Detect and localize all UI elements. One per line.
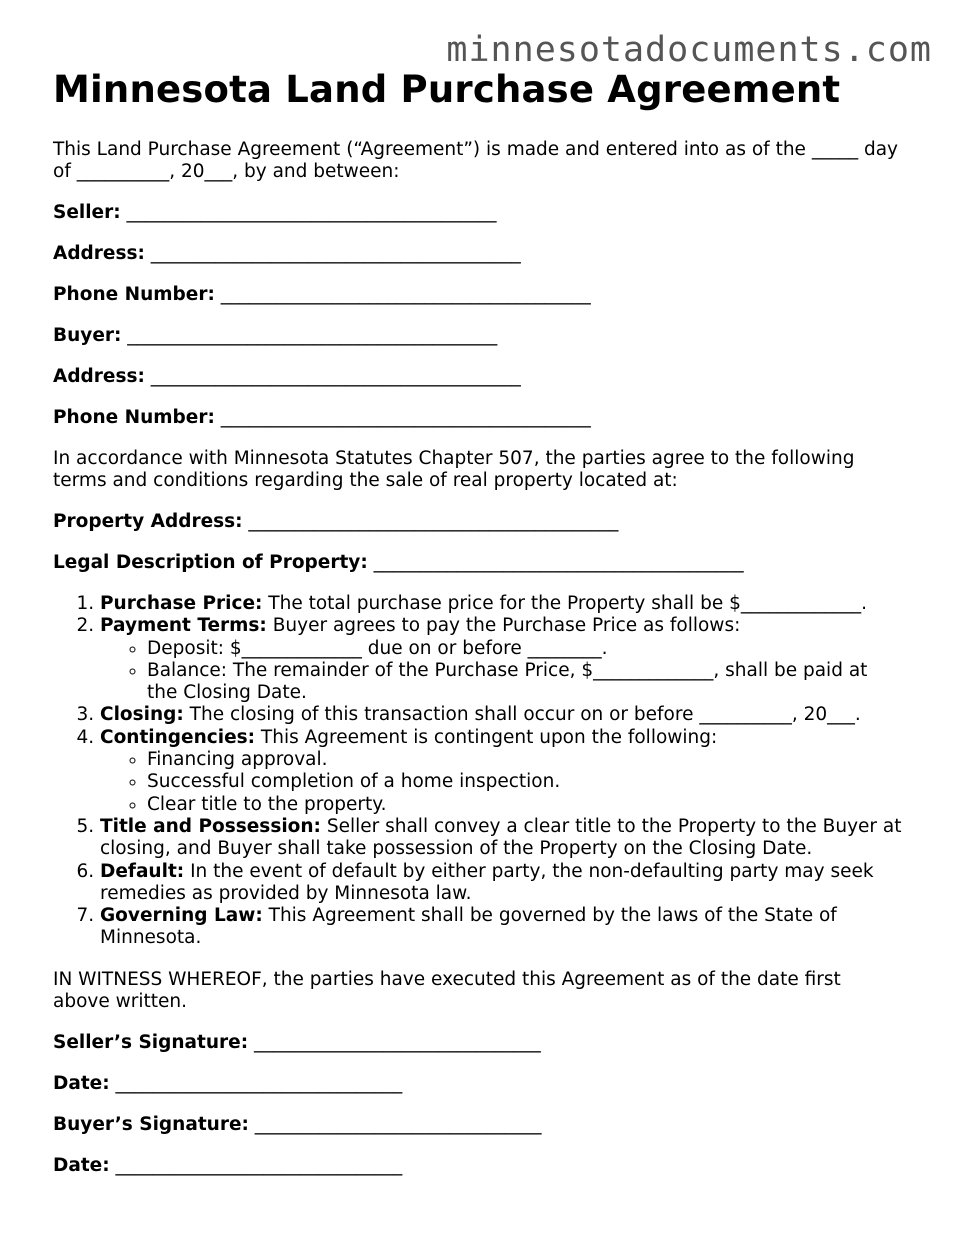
payment-sublist — [100, 638, 903, 705]
seller-field — [53, 202, 903, 224]
buyer-phone-label: Phone Number: — [53, 407, 215, 428]
contingencies-sublist — [100, 749, 903, 816]
term-text: This Agreement is contingent upon the following: — [255, 726, 718, 748]
term-payment-terms — [100, 615, 903, 704]
buyer-blank[interactable]: ________________________________________ — [121, 325, 498, 346]
buyer-address-label: Address: — [53, 366, 145, 387]
sub-item: ◦ Financing approval. — [147, 749, 903, 771]
term-text: The total purchase price for the Property shall be $_____________. — [262, 593, 867, 614]
terms-list — [53, 593, 903, 950]
term-heading: Title and Possession: — [100, 815, 321, 837]
term-purchase-price — [100, 593, 903, 615]
term-contingencies — [100, 727, 903, 816]
term-heading: Purchase Price: — [100, 593, 263, 614]
seller-date-field — [53, 1073, 903, 1095]
buyer-signature-label: Buyer’s Signature: — [53, 1113, 249, 1135]
term-text: Seller shall convey a clear title to the Property to the Buyer at closing, and Buyer shall take possession of the Property on the Closing Date. — [100, 815, 902, 860]
term-title-possession — [100, 816, 903, 861]
sub-item: ◦ Deposit: $_____________ due on or before ________. — [147, 638, 903, 660]
seller-address-field — [53, 243, 903, 265]
watermark-text: minnesotadocuments.com — [446, 30, 932, 70]
seller-date-label: Date: — [53, 1072, 110, 1094]
legal-description-blank[interactable]: ________________________________________ — [367, 552, 744, 573]
seller-label: Seller: — [53, 202, 121, 223]
property-address-blank[interactable]: ________________________________________ — [242, 511, 619, 532]
buyer-phone-field — [53, 407, 903, 429]
buyer-date-field — [53, 1155, 903, 1177]
seller-signature-field — [53, 1032, 903, 1054]
sub-item: ◦ Clear title to the property. — [147, 794, 903, 816]
term-heading: Default: — [100, 860, 185, 882]
buyer-date-label: Date: — [53, 1154, 110, 1176]
property-address-field — [53, 511, 903, 533]
document-body — [53, 68, 903, 1177]
term-heading: Governing Law: — [100, 905, 263, 927]
buyer-signature-field — [53, 1114, 903, 1136]
intro-paragraph: This Land Purchase Agreement (“Agreement”) is made and entered into as of the _____ day of __________, 20___, by and between: — [53, 139, 898, 182]
legal-description-label: Legal Description of Property: — [53, 552, 368, 573]
term-text: Buyer agrees to pay the Purchase Price as follows: — [266, 615, 741, 637]
buyer-date-blank[interactable]: _______________________________ — [109, 1154, 403, 1176]
sub-item: ◦ Balance: The remainder of the Purchase Price, $_____________, shall be paid at the Closing Date. — [147, 660, 903, 705]
witness-paragraph: IN WITNESS WHEREOF, the parties have executed this Agreement as of the date first above written. — [53, 968, 841, 1012]
property-address-label: Property Address: — [53, 511, 243, 532]
buyer-field — [53, 325, 903, 347]
seller-signature-blank[interactable]: _______________________________ — [248, 1031, 541, 1053]
term-text: The closing of this transaction shall occur on or before __________, 20___. — [183, 704, 861, 726]
term-heading: Contingencies: — [100, 726, 256, 748]
buyer-label: Buyer: — [53, 325, 122, 346]
seller-date-blank[interactable]: _______________________________ — [109, 1072, 403, 1094]
buyer-phone-blank[interactable]: ________________________________________ — [214, 407, 591, 428]
term-heading: Payment Terms: — [100, 615, 267, 637]
term-text: In the event of default by either party, the non-defaulting party may seek remedies as provided by Minnesota law. — [100, 860, 874, 904]
statute-paragraph: In accordance with Minnesota Statutes Chapter 507, the parties agree to the following terms and conditions regarding the sale of real property located at: — [53, 448, 855, 491]
seller-phone-blank[interactable]: ________________________________________ — [214, 284, 591, 305]
seller-address-label: Address: — [53, 243, 145, 264]
term-closing — [100, 704, 903, 726]
buyer-address-blank[interactable]: ________________________________________ — [144, 366, 521, 387]
buyer-signature-blank[interactable]: _______________________________ — [248, 1113, 542, 1135]
seller-phone-field — [53, 284, 903, 306]
seller-address-blank[interactable]: ________________________________________ — [144, 243, 521, 264]
seller-signature-label: Seller’s Signature: — [53, 1031, 249, 1053]
term-default — [100, 861, 903, 906]
term-text: This Agreement shall be governed by the laws of the State of Minnesota. — [100, 905, 837, 949]
seller-phone-label: Phone Number: — [53, 284, 215, 305]
document-title: Minnesota Land Purchase Agreement — [53, 68, 841, 111]
sub-item: ◦ Successful completion of a home inspection. — [147, 771, 903, 793]
seller-blank[interactable]: ________________________________________ — [120, 202, 497, 223]
term-governing-law — [100, 905, 903, 950]
legal-description-field — [53, 552, 903, 574]
term-heading: Closing: — [100, 704, 184, 726]
buyer-address-field — [53, 366, 903, 388]
